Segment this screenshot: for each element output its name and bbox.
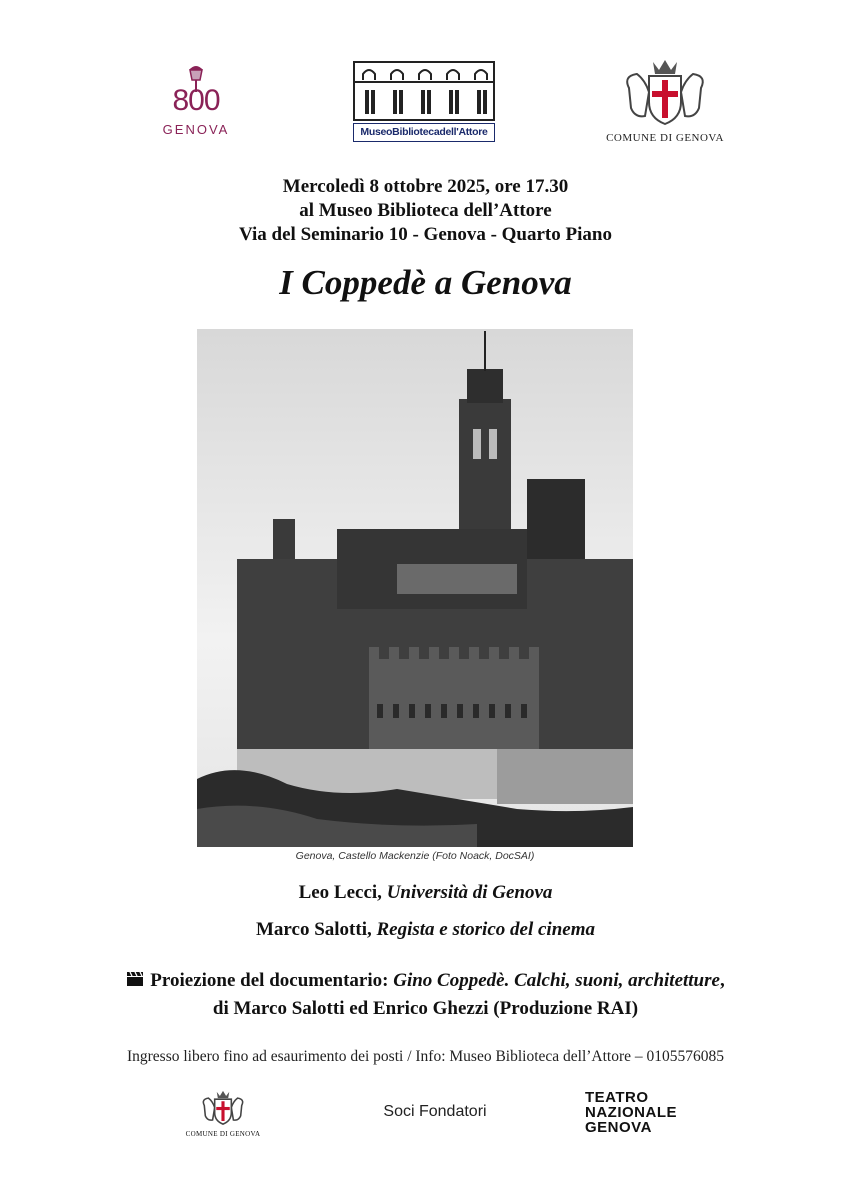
coat-of-arms-icon <box>197 1088 249 1128</box>
logo-comune-label: COMUNE DI GENOVA <box>606 132 724 144</box>
ingresso-info: Ingresso libero fino ad esaurimento dei posti / Info: Museo Biblioteca dell’Attore – 0105576085 <box>126 1048 725 1065</box>
footer-comune-label: COMUNE DI GENOVA <box>185 1130 261 1138</box>
speaker-1-role: Università di Genova <box>386 882 553 903</box>
teatro-line-1: TEATRO <box>585 1089 649 1106</box>
coat-of-arms-icon <box>615 58 715 128</box>
castle-photo <box>197 329 633 847</box>
speaker-2-name: Marco Salotti, <box>256 919 372 940</box>
photo-caption: Genova, Castello Mackenzie (Foto Noack, DocSAI) <box>295 850 535 862</box>
speaker-1-name: Leo Lecci, <box>298 882 382 903</box>
event-venue: al Museo Biblioteca dell’Attore <box>299 200 552 221</box>
projection-credits: di Marco Salotti ed Enrico Ghezzi (Produzione RAI) <box>212 998 639 1019</box>
projection-prefix: Proiezione del documentario: <box>150 970 389 991</box>
projection-film-title: Gino Coppedè. Calchi, suoni, architetture <box>393 970 720 991</box>
speaker-2 <box>0 919 851 941</box>
logo-museo-label: MuseoBibliotecadell'Attore <box>353 123 495 142</box>
soci-fondatori-label: Soci Fondatori <box>383 1103 487 1120</box>
speaker-1 <box>0 882 851 904</box>
event-address: Via del Seminario 10 - Genova - Quarto Piano <box>239 224 612 245</box>
teatro-line-2: NAZIONALE <box>585 1104 677 1121</box>
speaker-2-role: Regista e storico del cinema <box>376 919 595 940</box>
logo-teatro-nazionale <box>585 1090 695 1135</box>
event-title: I Coppedè a Genova <box>279 263 572 302</box>
projection-suffix: , <box>719 970 725 991</box>
logo-museo-biblioteca <box>353 60 495 144</box>
projection-line <box>0 970 851 992</box>
building-icon <box>353 60 495 122</box>
logo-comune-genova <box>600 58 730 148</box>
logo-800-genova <box>158 62 234 142</box>
footer-logo-comune <box>185 1088 261 1140</box>
event-date: Mercoledì 8 ottobre 2025, ore 17.30 <box>282 176 569 197</box>
logo-800-number: 800 <box>172 84 220 117</box>
clapperboard-icon <box>126 971 144 987</box>
teatro-line-3: GENOVA <box>585 1119 652 1136</box>
logo-800-city: GENOVA <box>162 122 230 137</box>
